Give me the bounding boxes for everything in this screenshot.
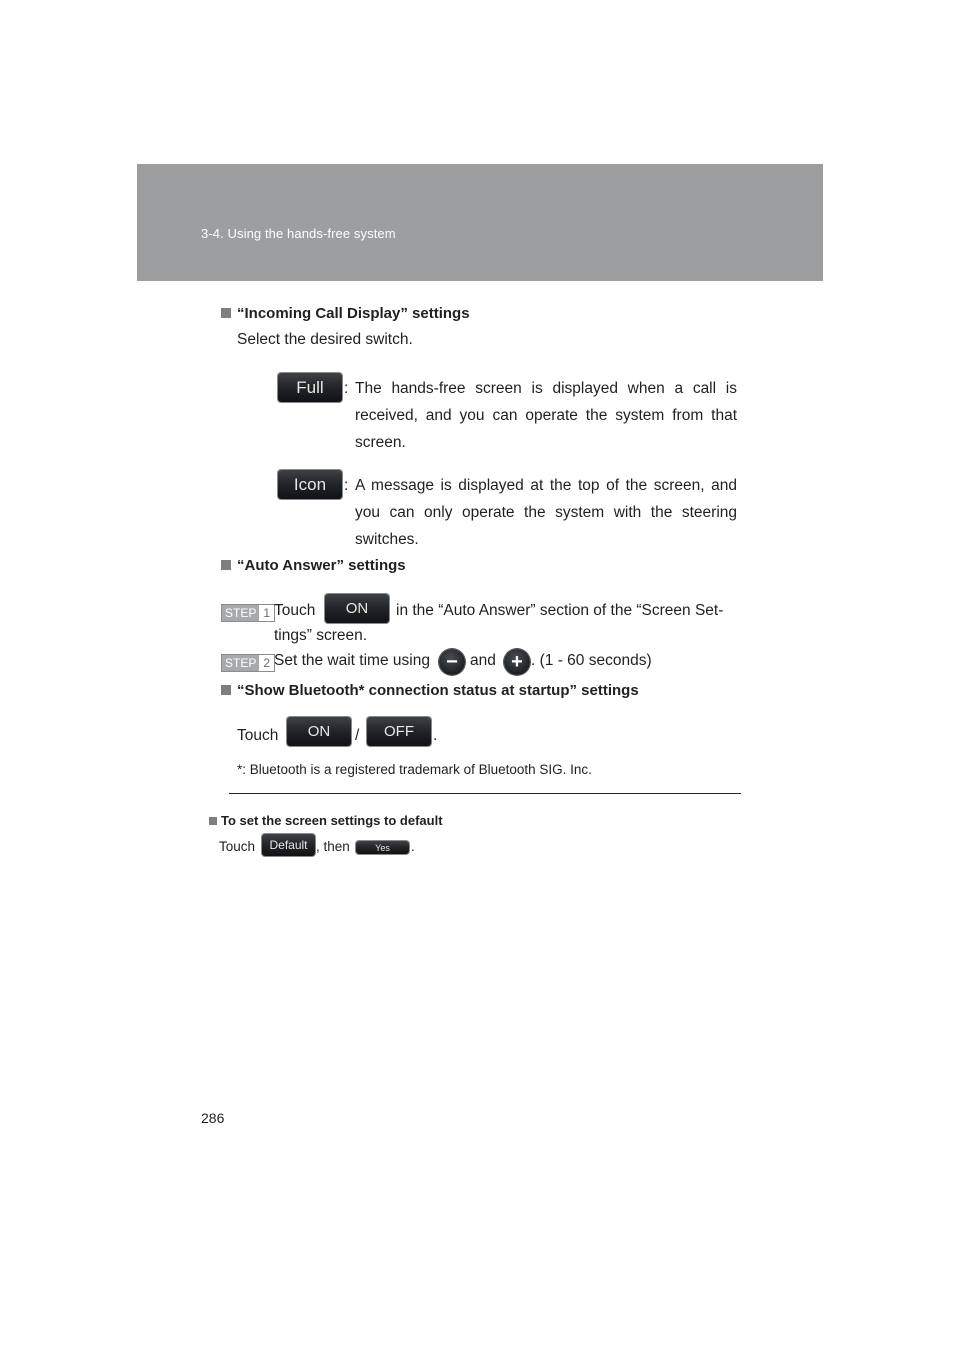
square-bullet-icon (209, 817, 217, 825)
auto-answer-on-button[interactable]: ON (325, 594, 389, 623)
square-bullet-icon (221, 308, 231, 318)
bluetooth-touch: Touch (237, 727, 279, 744)
section-title: 3-4. Using the hands-free system (201, 226, 396, 241)
step-2-badge: STEP 2 (221, 654, 275, 672)
step-1-text-line2: tings” screen. (274, 627, 368, 644)
step-1-text-line1: in the “Auto Answer” section of the “Screen Set- (396, 602, 724, 619)
bluetooth-off-button[interactable]: OFF (367, 717, 431, 746)
auto-answer-heading: “Auto Answer” settings (221, 557, 406, 574)
bluetooth-heading: “Show Bluetooth* connection status at startup” settings (221, 682, 639, 699)
step-2-range: . (1 - 60 seconds) (531, 652, 652, 669)
icon-description: : A message is displayed at the top of the screen, and you can only operate the system with the steering switches. (344, 477, 737, 548)
step-2-text: Set the wait time using (274, 652, 430, 669)
full-description: : The hands-free screen is displayed when a call is received, and you can operate the system from that screen. (344, 380, 737, 451)
incoming-call-heading: “Incoming Call Display” settings (221, 305, 470, 322)
default-note-heading: To set the screen settings to default (209, 813, 443, 828)
default-note-period: . (411, 839, 415, 854)
default-note-touch: Touch (219, 839, 256, 854)
page-number: 286 (201, 1110, 225, 1126)
incoming-call-instruction: Select the desired switch. (237, 331, 413, 348)
plus-button[interactable] (504, 649, 530, 675)
divider (229, 793, 741, 794)
icon-button[interactable]: Icon (278, 470, 342, 499)
step-1-touch: Touch (274, 602, 316, 619)
plus-icon: + (511, 651, 523, 673)
minus-icon: − (446, 651, 458, 673)
step-1-badge: STEP 1 (221, 604, 275, 622)
bluetooth-on-button[interactable]: ON (287, 717, 351, 746)
bluetooth-slash: / (355, 727, 360, 744)
default-button[interactable]: Default (262, 834, 315, 856)
bluetooth-period: . (433, 727, 438, 744)
square-bullet-icon (221, 685, 231, 695)
step-2-and: and (470, 652, 496, 669)
default-note-then: , then (316, 839, 350, 854)
minus-button[interactable] (439, 649, 465, 675)
full-button[interactable]: Full (278, 373, 342, 402)
square-bullet-icon (221, 560, 231, 570)
bluetooth-footnote: *: Bluetooth is a registered trademark of Bluetooth SIG. Inc. (237, 762, 592, 777)
header-band (137, 164, 823, 281)
yes-button[interactable]: Yes (356, 841, 409, 854)
